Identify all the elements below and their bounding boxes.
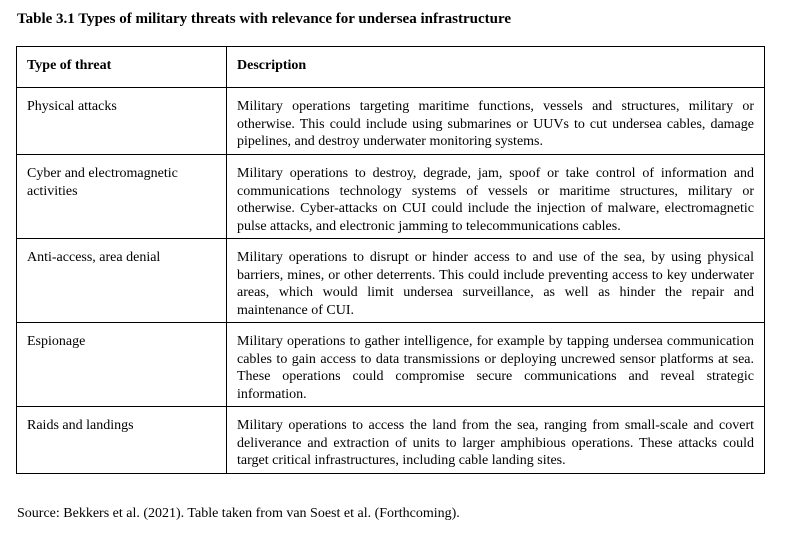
table-header-row — [17, 47, 765, 88]
column-header-type: Type of threat — [17, 47, 227, 88]
column-header-description: Description — [227, 47, 765, 88]
table-row — [17, 239, 765, 323]
source-note: Source: Bekkers et al. (2021). Table taken from van Soest et al. (Forthcoming). — [17, 506, 460, 521]
threat-description-cell: Military operations to destroy, degrade, jam, spoof or take control of information and communications technology systems of vessels or maritime structures, military or otherwise. Cyber-attacks on CUI could include the injection of malware, electromagnetic pulse attacks, and electronic jamming to telecommunications cables. — [227, 155, 765, 239]
threat-type-cell: Physical attacks — [17, 88, 227, 155]
threat-type-cell: Espionage — [17, 323, 227, 407]
threat-description-cell: Military operations targeting maritime functions, vessels and structures, military or otherwise. This could include using submarines or UUVs to cut undersea cables, damage pipelines, and destroy underwater monitoring systems. — [227, 88, 765, 155]
table-row — [17, 88, 765, 155]
threat-description-cell: Military operations to access the land from the sea, ranging from small-scale and covert deliverance and extraction of units to larger amphibious operations. These attacks could target critical infrastructures, including cable landing sites. — [227, 407, 765, 474]
table-title: Table 3.1 Types of military threats with relevance for undersea infrastructure — [17, 11, 511, 27]
threats-table — [16, 46, 765, 474]
table-row — [17, 407, 765, 474]
threat-description-cell: Military operations to gather intelligence, for example by tapping undersea communication cables to gain access to data transmissions or deploying uncrewed sensor platforms at sea. These operations could compromise secure communications and reveal strategic information. — [227, 323, 765, 407]
threat-type-cell: Anti-access, area denial — [17, 239, 227, 323]
threat-description-cell: Military operations to disrupt or hinder access to and use of the sea, by using physical barriers, mines, or other deterrents. This could include preventing access to key underwater areas, which would limit undersea surveillance, as well as hinder the repair and maintenance of CUI. — [227, 239, 765, 323]
table-row — [17, 155, 765, 239]
threat-type-cell: Raids and landings — [17, 407, 227, 474]
table-row — [17, 323, 765, 407]
threat-type-cell: Cyber and electromagnetic activities — [17, 155, 227, 239]
